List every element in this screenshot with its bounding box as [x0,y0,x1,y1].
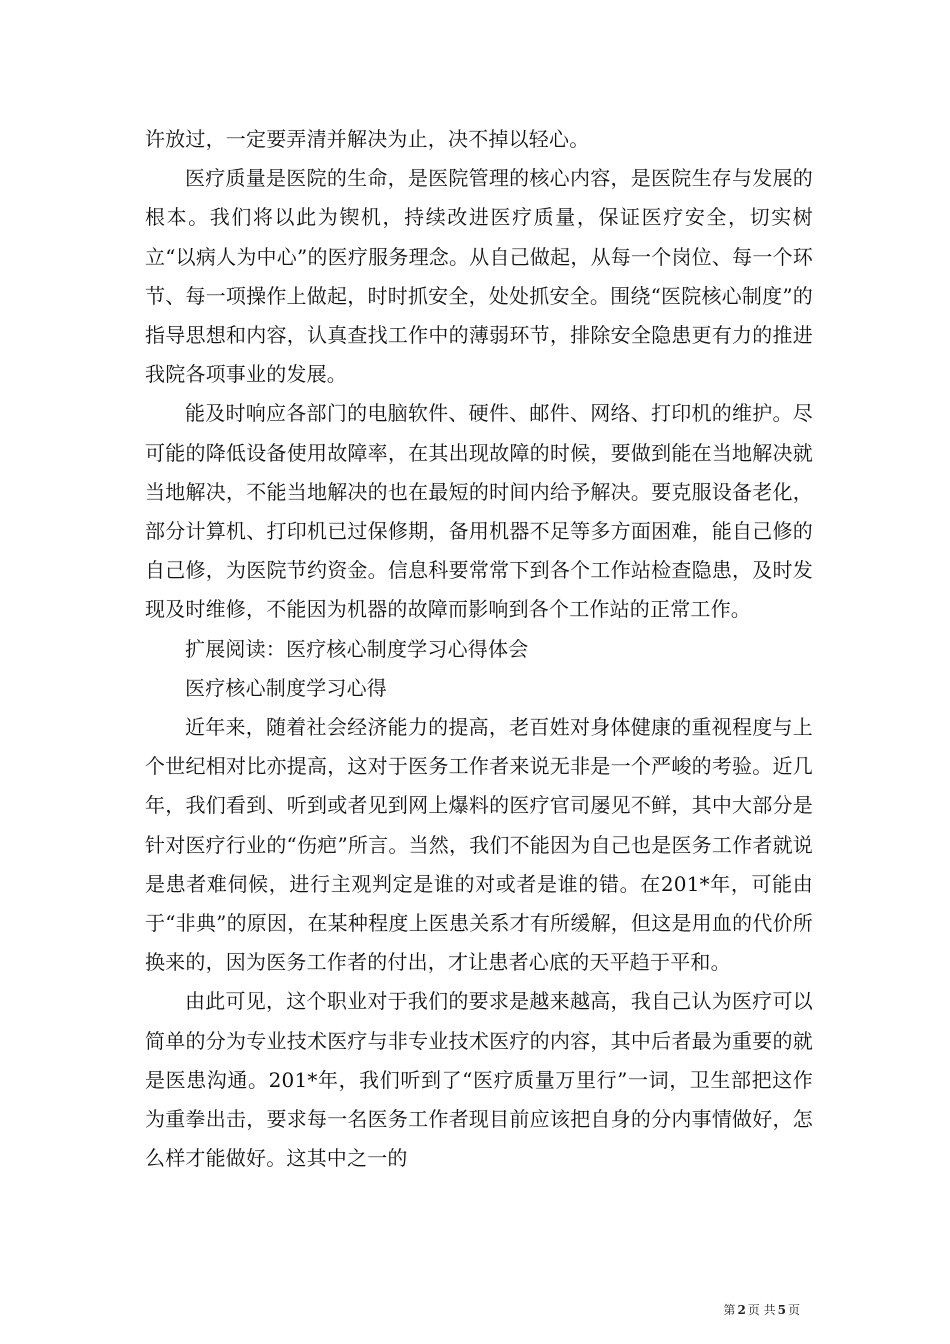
paragraph-recent-years: 近年来，随着社会经济能力的提高，老百姓对身体健康的重视程度与上个世纪相对比亦提高，这对于医务工作者来说无非是一个严峻的考验。近几年，我们看到、听到或者见到网上爆料的医疗官司屡见不鲜，其中大部分是针对医疗行业的“伤疤”所言。当然，我们不能因为自己也是医务工作者就说是患者难伺候，进行主观判定是谁的对或者是谁的错。在201*年，可能由于“非典”的原因，在某种程度上医患关系才有所缓解，但这是用血的代价所换来的，因为医务工作者的付出，才让患者心底的天平趋于平和。 [145,715,813,975]
paragraph-it-maintenance: 能及时响应各部门的电脑软件、硬件、邮件、网络、打印机的维护。尽可能的降低设备使用故障率，在其出现故障的时候，要做到能在当地解决就当地解决，不能当地解决的也在最短的时间内给予解决。要克服设备老化，部分计算机、打印机已过保修期，备用机器不足等多方面困难，能自己修的自己修，为医院节约资金。信息科要常常下到各个工作站检查隐患，及时发现及时维修，不能因为机器的故障而影响到各个工作站的正常工作。 [145,401,813,622]
paragraph-medical-quality: 医疗质量是医院的生命，是医院管理的核心内容，是医院生存与发展的根本。我们将以此为锲机，持续改进医疗质量，保证医疗安全，切实树立“以病人为中心”的医疗服务理念。从自己做起，从每一个岗位、每一个环节、每一项操作上做起，时时抓安全，处处抓安全。围绕“医院核心制度”的指导思想和内容，认真查找工作中的薄弱环节，排除安全隐患更有力的推进我院各项事业的发展。 [145,166,813,387]
extended-reading-heading: 扩展阅读：医疗核心制度学习心得体会 [185,636,529,661]
article-title: 医疗核心制度学习心得 [185,675,387,700]
document-body [145,120,813,1178]
current-page-number: 2 [737,1303,746,1317]
footer-middle: 页 共 [747,1303,776,1317]
footer-suffix: 页 [787,1303,800,1317]
paragraph-doctor-patient-communication: 由此可见，这个职业对于我们的要求是越来越高，我自己认为医疗可以简单的分为专业技术医疗与非专业技术医疗的内容，其中后者最为重要的就是医患沟通。201*年，我们听到了“医疗质量万里行”一词，卫生部把这作为重拳出击，要求每一名医务工作者现目前应该把自身的分内事情做好，怎么样才能做好。这其中之一的 [145,989,813,1171]
page-number-footer [723,1302,800,1318]
total-pages-number: 5 [777,1303,786,1317]
footer-prefix: 第 [723,1303,736,1317]
paragraph-continuation: 许放过，一定要弄清并解决为止，决不掉以轻心。 [145,127,590,151]
